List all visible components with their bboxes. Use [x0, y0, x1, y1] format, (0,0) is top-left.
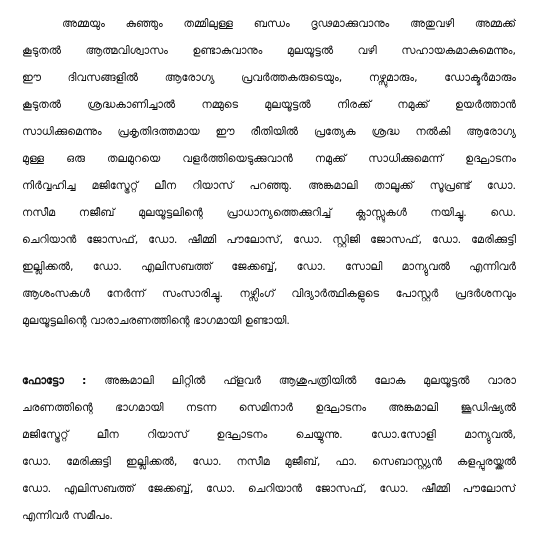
paragraph-line: മുള്ള ഒരു തലമുറയെ വളർത്തിയെടുക്കുവാൻ നമുക്ക് സാധിക്കുമെന്ന് ഉദ്ഘാടനം: [22, 152, 516, 165]
paragraph-line: കൂടുതൽ ആത്മവിശ്വാസം ഉണ്ടാകുവാനും മുലയൂട്ടൽ വഴി സഹായകമാകുമെന്നും,: [22, 44, 516, 57]
caption-first-line: [22, 370, 516, 392]
paragraph-line: നസീമ നജീബ് മുലയൂട്ടലിന്റെ പ്രാധാന്യത്തെക്കുറിച്ച് ക്ലാസ്സുകൾ നയിച്ചു. ഡെ.: [22, 206, 516, 219]
caption-line: ചരണത്തിന്റെ ഭാഗമായി നടന്ന സെമിനാർ ഉദ്ഘാടനം അങ്കമാലി ജൂഡിഷ്യൽ: [22, 401, 516, 414]
paragraph-line: കൂടുതൽ ശ്രദ്ധകാണിച്ചാൽ നമ്മുടെ മുലയൂട്ടൽ നിരക്ക് നമുക്ക് ഉയർത്താൻ: [22, 98, 516, 111]
paragraph-line: അമ്മയും കുഞ്ഞും തമ്മിലുള്ള ബന്ധം ദൃഢമാക്കുവാനും അതുവഴി അമ്മക്ക്: [62, 17, 516, 30]
paragraph-line: ഇല്ലിക്കൽ, ഡോ. എലിസബത്ത് ജേക്കബ്ബ്, ഡോ. സോലി മാന്യുവൽ എന്നിവർ: [22, 260, 516, 273]
caption-line: ഡോ. എലിസബത്ത് ജേക്കബ്ബ്, ഡോ. ചെറിയാൻ ജോസഫ്, ഡോ. ഷീമ്മി പൗലോസ്: [22, 482, 516, 495]
caption-text: അങ്കമാലി ലിറ്റിൽ ഫ്ളവർ ആശുപത്രിയിൽ ലോക മുലയൂട്ടൽ വാരാ: [104, 374, 516, 387]
caption-line: മജിസ്ട്രേറ്റ് ലീന റിയാസ് ഉദ്ഘാടനം ചെയ്യുന്നു. ഡോ.സോളി മാന്യുവൽ,: [22, 428, 516, 441]
paragraph-line: മുലയൂട്ടലിന്റെ വാരാചരണത്തിന്റെ ഭാഗമായി ഉണ്ടായി.: [22, 314, 290, 327]
caption-line: ഡോ. മേരിക്കുട്ടി ഇല്ലിക്കൽ, ഡോ. നസീമ മുജീബ്, ഫാ. സെബാസ്റ്റ്യൻ കളപ്പുരയ്ക്കൽ: [22, 455, 516, 468]
caption-label: ഫോട്ടോ :: [22, 374, 87, 387]
caption-line: എന്നിവർ സമീപം.: [22, 509, 113, 522]
paragraph-line: ഈ ദിവസങ്ങളിൽ ആരോഗ്യ പ്രവർത്തകരുടെയും, നഴ്സുമാരും, ഡോക്ടർമാരും: [22, 71, 516, 84]
paragraph-line: ചെറിയാൻ ജോസഫ്, ഡോ. ഷീമ്മി പൗലോസ്, ഡോ. സ്റ്റിജി ജോസഫ്, ഡോ. മേരിക്കുട്ടി: [22, 233, 516, 246]
paragraph-line: നിർവ്വഹിച്ച മജിസ്ട്രേറ്റ് ലീന റിയാസ് പറഞ്ഞു. അങ്കമാലി താലൂക്ക് സൂപ്രണ്ട് ഡോ.: [22, 179, 516, 192]
paragraph-line: സാധിക്കുമെന്നും പ്രകൃതിദത്തമായ ഈ രീതിയിൽ പ്രത്യേക ശ്രദ്ധ നൽകി ആരോഗ്യ: [22, 125, 516, 138]
paragraph-line: ആശംസകൾ നേർന്ന് സംസാരിച്ചു. നഴ്സിംഗ് വിദ്യാർത്ഥികളുടെ പോസ്റ്റർ പ്രദർശനവും: [22, 287, 516, 300]
